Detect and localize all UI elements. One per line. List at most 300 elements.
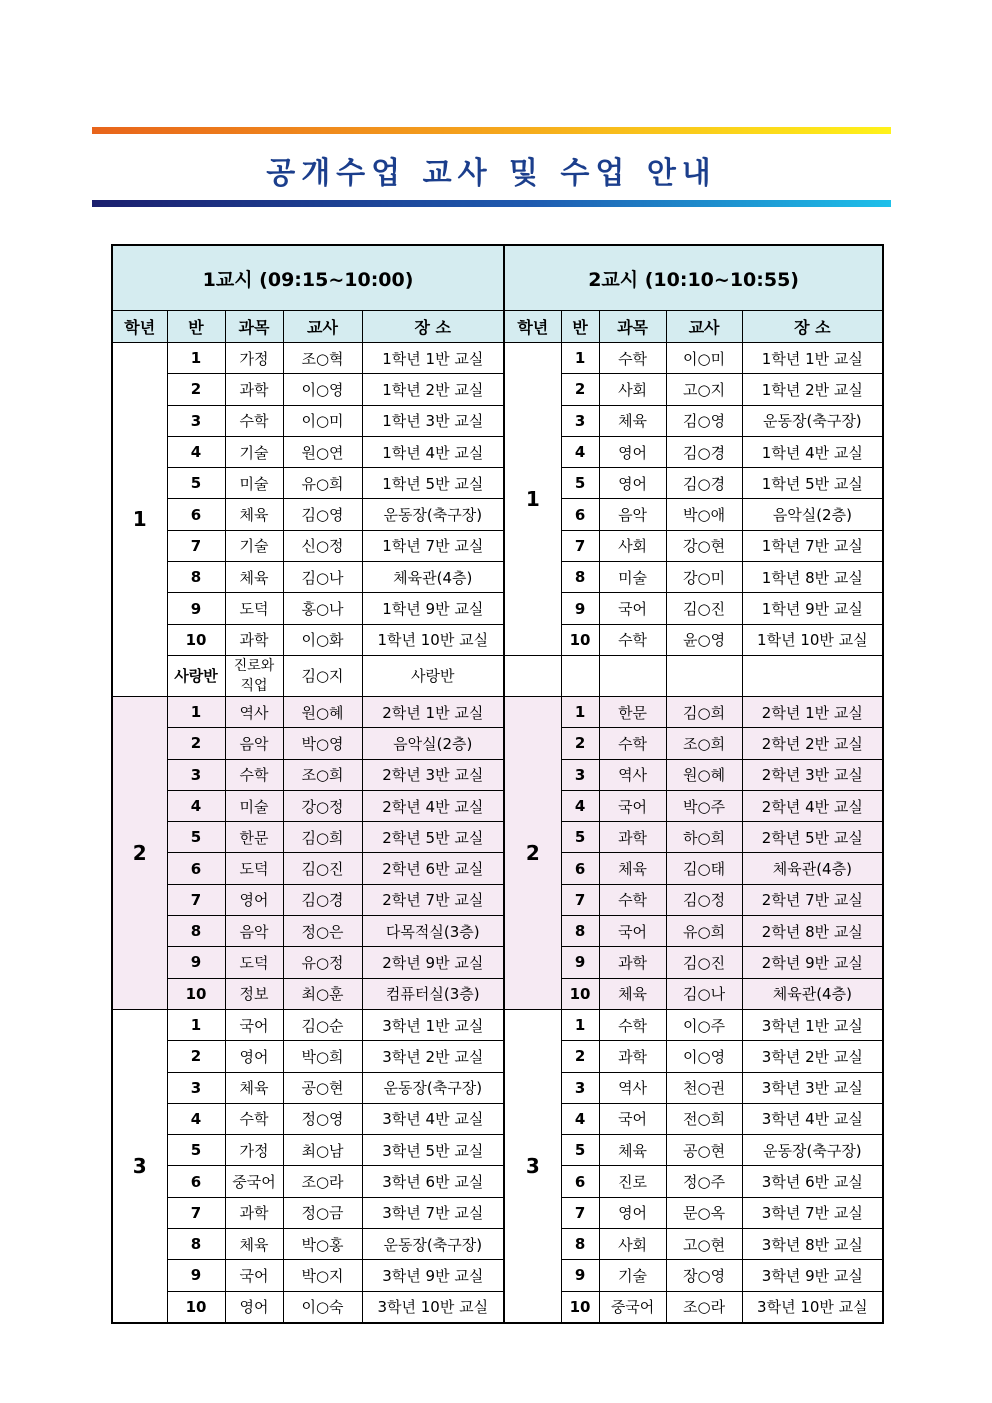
place-cell: 3학년 4반 교실 — [362, 1103, 504, 1134]
subject-cell: 사회 — [599, 374, 666, 405]
subject-cell: 영어 — [225, 884, 283, 915]
class-cell: 1 — [561, 696, 599, 727]
place-cell: 컴퓨터실(3층) — [362, 978, 504, 1009]
teacher-cell: 천○권 — [666, 1072, 742, 1103]
table-row — [112, 1009, 883, 1040]
subject-cell: 영어 — [225, 1291, 283, 1323]
subject-cell: 국어 — [599, 916, 666, 947]
empty-cell — [666, 655, 742, 696]
place-cell: 2학년 8반 교실 — [742, 916, 883, 947]
subject-cell: 수학 — [599, 728, 666, 759]
place-cell: 2학년 6반 교실 — [362, 853, 504, 884]
teacher-cell: 원○혜 — [666, 759, 742, 790]
place-cell: 운동장(축구장) — [362, 499, 504, 530]
place-cell: 1학년 3반 교실 — [362, 405, 504, 436]
teacher-cell: 최○훈 — [283, 978, 362, 1009]
class-cell: 3 — [167, 1072, 225, 1103]
teacher-cell: 조○라 — [283, 1166, 362, 1197]
class-cell: 1 — [561, 343, 599, 374]
place-cell: 3학년 7반 교실 — [362, 1197, 504, 1228]
table-row — [112, 343, 883, 374]
col-header-class: 반 — [561, 311, 599, 343]
teacher-cell: 김○경 — [666, 468, 742, 499]
class-cell: 6 — [561, 1166, 599, 1197]
col-header-place: 장 소 — [362, 311, 504, 343]
subject-cell: 역사 — [599, 759, 666, 790]
place-cell: 2학년 4반 교실 — [362, 790, 504, 821]
subject-cell: 수학 — [225, 1103, 283, 1134]
subject-cell: 체육 — [599, 405, 666, 436]
table-row — [112, 1260, 883, 1291]
subject-cell: 과학 — [599, 822, 666, 853]
class-cell: 4 — [561, 436, 599, 467]
teacher-cell: 이○숙 — [283, 1291, 362, 1323]
place-cell: 음악실(2층) — [742, 499, 883, 530]
class-cell: 5 — [561, 468, 599, 499]
place-cell: 1학년 7반 교실 — [742, 530, 883, 561]
teacher-cell: 고○지 — [666, 374, 742, 405]
table-row — [112, 790, 883, 821]
teacher-cell: 정○영 — [283, 1103, 362, 1134]
place-cell: 1학년 4반 교실 — [362, 436, 504, 467]
teacher-cell: 김○나 — [283, 562, 362, 593]
class-cell: 3 — [561, 1072, 599, 1103]
place-cell: 2학년 1반 교실 — [362, 696, 504, 727]
table-row — [112, 1229, 883, 1260]
class-cell: 5 — [167, 822, 225, 853]
class-cell: 6 — [167, 1166, 225, 1197]
class-cell: 7 — [561, 530, 599, 561]
class-cell: 2 — [561, 1041, 599, 1072]
teacher-cell: 정○주 — [666, 1166, 742, 1197]
place-cell: 2학년 4반 교실 — [742, 790, 883, 821]
subject-cell: 영어 — [599, 468, 666, 499]
table-row — [112, 1135, 883, 1166]
place-cell: 1학년 8반 교실 — [742, 562, 883, 593]
table-row — [112, 1072, 883, 1103]
teacher-cell: 고○현 — [666, 1229, 742, 1260]
place-cell: 1학년 1반 교실 — [742, 343, 883, 374]
table-row — [112, 405, 883, 436]
class-cell: 8 — [561, 916, 599, 947]
teacher-cell: 신○정 — [283, 530, 362, 561]
subject-cell: 역사 — [225, 696, 283, 727]
teacher-cell: 전○희 — [666, 1103, 742, 1134]
subject-cell: 체육 — [225, 499, 283, 530]
col-header-subject: 과목 — [599, 311, 666, 343]
empty-cell — [504, 655, 561, 696]
place-cell: 3학년 7반 교실 — [742, 1197, 883, 1228]
place-cell: 3학년 2반 교실 — [362, 1041, 504, 1072]
col-header-grade: 학년 — [504, 311, 561, 343]
place-cell: 3학년 9반 교실 — [362, 1260, 504, 1291]
teacher-cell: 김○지 — [283, 655, 362, 696]
class-cell: 8 — [561, 1229, 599, 1260]
table-row — [112, 728, 883, 759]
subject-cell: 음악 — [225, 728, 283, 759]
class-cell: 2 — [561, 374, 599, 405]
table-row — [112, 1166, 883, 1197]
teacher-cell: 유○희 — [283, 468, 362, 499]
empty-cell — [599, 655, 666, 696]
teacher-cell: 이○미 — [666, 343, 742, 374]
subject-cell: 가정 — [225, 343, 283, 374]
class-cell: 4 — [561, 790, 599, 821]
table-row — [112, 916, 883, 947]
period-1-header: 1교시 (09:15~10:00) — [112, 245, 504, 311]
teacher-cell: 박○주 — [666, 790, 742, 821]
place-cell: 3학년 10반 교실 — [742, 1291, 883, 1323]
table-row — [112, 1041, 883, 1072]
place-cell: 음악실(2층) — [362, 728, 504, 759]
class-cell: 10 — [167, 1291, 225, 1323]
subject-cell: 도덕 — [225, 593, 283, 624]
table-row — [112, 759, 883, 790]
class-cell: 4 — [167, 436, 225, 467]
subject-cell: 수학 — [599, 624, 666, 655]
class-cell: 2 — [167, 374, 225, 405]
teacher-cell: 조○희 — [283, 759, 362, 790]
place-cell: 사랑반 — [362, 655, 504, 696]
place-cell: 2학년 7반 교실 — [362, 884, 504, 915]
place-cell: 2학년 2반 교실 — [742, 728, 883, 759]
table-row — [112, 947, 883, 978]
class-cell: 9 — [561, 947, 599, 978]
teacher-cell: 김○진 — [666, 947, 742, 978]
place-cell: 1학년 9반 교실 — [362, 593, 504, 624]
teacher-cell: 장○영 — [666, 1260, 742, 1291]
subject-cell: 수학 — [599, 1009, 666, 1040]
grade-cell: 2 — [112, 696, 167, 1009]
place-cell: 3학년 1반 교실 — [742, 1009, 883, 1040]
teacher-cell: 김○태 — [666, 853, 742, 884]
teacher-cell: 이○주 — [666, 1009, 742, 1040]
grade-cell: 3 — [112, 1009, 167, 1322]
subject-cell: 음악 — [225, 916, 283, 947]
subject-cell: 수학 — [225, 759, 283, 790]
teacher-cell: 이○영 — [283, 374, 362, 405]
class-cell: 1 — [561, 1009, 599, 1040]
place-cell: 2학년 9반 교실 — [362, 947, 504, 978]
teacher-cell: 원○혜 — [283, 696, 362, 727]
class-cell: 4 — [561, 1103, 599, 1134]
subject-cell: 음악 — [599, 499, 666, 530]
class-cell: 4 — [167, 1103, 225, 1134]
class-cell: 8 — [167, 916, 225, 947]
subject-cell: 체육 — [225, 1072, 283, 1103]
page-title: 공개수업 교사 및 수업 안내 — [266, 156, 717, 191]
place-cell: 3학년 2반 교실 — [742, 1041, 883, 1072]
teacher-cell: 김○순 — [283, 1009, 362, 1040]
table-row — [112, 530, 883, 561]
subject-cell: 국어 — [599, 593, 666, 624]
subject-cell: 체육 — [599, 853, 666, 884]
table-row — [112, 1197, 883, 1228]
place-cell: 3학년 6반 교실 — [742, 1166, 883, 1197]
class-cell: 5 — [561, 822, 599, 853]
class-cell: 10 — [561, 978, 599, 1009]
teacher-cell: 윤○영 — [666, 624, 742, 655]
class-cell: 3 — [167, 759, 225, 790]
table-row — [112, 978, 883, 1009]
table-row — [112, 884, 883, 915]
table-row-extra — [112, 655, 883, 696]
place-cell: 1학년 1반 교실 — [362, 343, 504, 374]
subject-cell: 영어 — [599, 1197, 666, 1228]
place-cell: 3학년 10반 교실 — [362, 1291, 504, 1323]
table-row — [112, 499, 883, 530]
teacher-cell: 박○희 — [283, 1041, 362, 1072]
place-cell: 3학년 4반 교실 — [742, 1103, 883, 1134]
subject-cell: 체육 — [225, 562, 283, 593]
subject-cell: 기술 — [225, 530, 283, 561]
subject-cell: 기술 — [599, 1260, 666, 1291]
place-cell: 3학년 5반 교실 — [362, 1135, 504, 1166]
col-header-subject: 과목 — [225, 311, 283, 343]
place-cell: 3학년 6반 교실 — [362, 1166, 504, 1197]
subject-cell: 과학 — [599, 1041, 666, 1072]
place-cell: 2학년 5반 교실 — [362, 822, 504, 853]
teacher-cell: 조○혁 — [283, 343, 362, 374]
teacher-cell: 김○진 — [283, 853, 362, 884]
class-cell: 9 — [167, 1260, 225, 1291]
class-cell: 9 — [561, 1260, 599, 1291]
subject-cell: 중국어 — [225, 1166, 283, 1197]
class-cell: 1 — [167, 1009, 225, 1040]
teacher-cell: 김○진 — [666, 593, 742, 624]
class-cell: 6 — [561, 499, 599, 530]
place-cell: 1학년 4반 교실 — [742, 436, 883, 467]
subject-cell: 과학 — [225, 374, 283, 405]
subject-cell: 도덕 — [225, 853, 283, 884]
class-cell: 1 — [167, 343, 225, 374]
teacher-cell: 정○은 — [283, 916, 362, 947]
teacher-cell: 박○홍 — [283, 1229, 362, 1260]
title-bottom-bar — [92, 200, 891, 207]
class-cell: 3 — [167, 405, 225, 436]
teacher-cell: 이○영 — [666, 1041, 742, 1072]
place-cell: 운동장(축구장) — [742, 405, 883, 436]
class-cell: 7 — [167, 530, 225, 561]
grade-cell: 1 — [112, 343, 167, 697]
subject-cell: 사회 — [599, 1229, 666, 1260]
subject-cell: 영어 — [225, 1041, 283, 1072]
col-header-class: 반 — [167, 311, 225, 343]
teacher-cell: 문○옥 — [666, 1197, 742, 1228]
grade-cell: 1 — [504, 343, 561, 656]
class-cell: 8 — [167, 1229, 225, 1260]
place-cell: 2학년 3반 교실 — [742, 759, 883, 790]
teacher-cell: 조○희 — [666, 728, 742, 759]
subject-cell: 수학 — [599, 884, 666, 915]
teacher-cell: 박○애 — [666, 499, 742, 530]
table-row — [112, 374, 883, 405]
place-cell: 체육관(4층) — [362, 562, 504, 593]
col-header-grade: 학년 — [112, 311, 167, 343]
teacher-cell: 유○정 — [283, 947, 362, 978]
place-cell: 1학년 10반 교실 — [742, 624, 883, 655]
teacher-cell: 유○희 — [666, 916, 742, 947]
teacher-cell: 최○남 — [283, 1135, 362, 1166]
class-cell: 6 — [167, 853, 225, 884]
place-cell: 체육관(4층) — [742, 978, 883, 1009]
place-cell: 체육관(4층) — [742, 853, 883, 884]
table-row — [112, 853, 883, 884]
period-2-header: 2교시 (10:10~10:55) — [504, 245, 883, 311]
class-cell: 10 — [167, 978, 225, 1009]
column-header-row — [112, 311, 883, 343]
class-cell: 7 — [561, 884, 599, 915]
subject-cell: 국어 — [599, 1103, 666, 1134]
place-cell: 1학년 5반 교실 — [742, 468, 883, 499]
subject-cell: 미술 — [225, 468, 283, 499]
place-cell: 3학년 3반 교실 — [742, 1072, 883, 1103]
teacher-cell: 원○연 — [283, 436, 362, 467]
teacher-cell: 김○나 — [666, 978, 742, 1009]
teacher-cell: 홍○나 — [283, 593, 362, 624]
table-row — [112, 468, 883, 499]
teacher-cell: 공○현 — [283, 1072, 362, 1103]
col-header-teacher: 교사 — [283, 311, 362, 343]
teacher-cell: 김○희 — [283, 822, 362, 853]
class-cell: 10 — [167, 624, 225, 655]
class-cell: 1 — [167, 696, 225, 727]
class-cell: 7 — [167, 1197, 225, 1228]
schedule-table — [111, 244, 884, 1324]
class-cell: 9 — [561, 593, 599, 624]
grade-cell: 2 — [504, 696, 561, 1009]
subject-cell: 사회 — [599, 530, 666, 561]
teacher-cell: 김○정 — [666, 884, 742, 915]
place-cell: 다목적실(3층) — [362, 916, 504, 947]
class-cell: 9 — [167, 947, 225, 978]
table-row — [112, 436, 883, 467]
subject-cell: 수학 — [225, 405, 283, 436]
subject-cell: 정보 — [225, 978, 283, 1009]
teacher-cell: 김○경 — [283, 884, 362, 915]
class-cell: 사랑반 — [167, 655, 225, 696]
place-cell: 1학년 2반 교실 — [362, 374, 504, 405]
title-top-bar — [92, 127, 891, 134]
class-cell: 6 — [561, 853, 599, 884]
subject-cell: 중국어 — [599, 1291, 666, 1323]
subject-cell: 국어 — [225, 1260, 283, 1291]
place-cell: 운동장(축구장) — [362, 1229, 504, 1260]
class-cell: 6 — [167, 499, 225, 530]
subject-cell: 미술 — [225, 790, 283, 821]
teacher-cell: 강○미 — [666, 562, 742, 593]
class-cell: 3 — [561, 759, 599, 790]
class-cell: 3 — [561, 405, 599, 436]
teacher-cell: 강○정 — [283, 790, 362, 821]
subject-cell: 체육 — [599, 978, 666, 1009]
place-cell: 운동장(축구장) — [362, 1072, 504, 1103]
place-cell: 1학년 7반 교실 — [362, 530, 504, 561]
place-cell: 1학년 10반 교실 — [362, 624, 504, 655]
place-cell: 3학년 9반 교실 — [742, 1260, 883, 1291]
teacher-cell: 강○현 — [666, 530, 742, 561]
place-cell: 1학년 9반 교실 — [742, 593, 883, 624]
class-cell: 5 — [167, 468, 225, 499]
subject-cell: 미술 — [599, 562, 666, 593]
teacher-cell: 하○희 — [666, 822, 742, 853]
teacher-cell: 이○화 — [283, 624, 362, 655]
empty-cell — [742, 655, 883, 696]
class-cell: 2 — [167, 728, 225, 759]
subject-cell: 체육 — [599, 1135, 666, 1166]
place-cell: 2학년 7반 교실 — [742, 884, 883, 915]
class-cell: 2 — [167, 1041, 225, 1072]
subject-cell: 영어 — [599, 436, 666, 467]
teacher-cell: 김○경 — [666, 436, 742, 467]
table-row — [112, 1103, 883, 1134]
class-cell: 5 — [167, 1135, 225, 1166]
grade-cell: 3 — [504, 1009, 561, 1322]
place-cell: 2학년 3반 교실 — [362, 759, 504, 790]
empty-cell — [561, 655, 599, 696]
teacher-cell: 조○라 — [666, 1291, 742, 1323]
subject-cell: 체육 — [225, 1229, 283, 1260]
subject-cell: 과학 — [225, 1197, 283, 1228]
class-cell: 10 — [561, 1291, 599, 1323]
place-cell: 1학년 2반 교실 — [742, 374, 883, 405]
teacher-cell: 정○금 — [283, 1197, 362, 1228]
class-cell: 8 — [561, 562, 599, 593]
teacher-cell: 이○미 — [283, 405, 362, 436]
place-cell: 2학년 1반 교실 — [742, 696, 883, 727]
subject-cell: 한문 — [599, 696, 666, 727]
table-row — [112, 822, 883, 853]
table-row — [112, 696, 883, 727]
teacher-cell: 박○지 — [283, 1260, 362, 1291]
subject-cell: 과학 — [599, 947, 666, 978]
teacher-cell: 김○영 — [283, 499, 362, 530]
class-cell: 9 — [167, 593, 225, 624]
class-cell: 7 — [167, 884, 225, 915]
subject-cell: 도덕 — [225, 947, 283, 978]
class-cell: 7 — [561, 1197, 599, 1228]
teacher-cell: 박○영 — [283, 728, 362, 759]
table-row — [112, 562, 883, 593]
teacher-cell: 김○영 — [666, 405, 742, 436]
table-row — [112, 624, 883, 655]
place-cell: 3학년 8반 교실 — [742, 1229, 883, 1260]
class-cell: 10 — [561, 624, 599, 655]
col-header-place: 장 소 — [742, 311, 883, 343]
subject-cell: 수학 — [599, 343, 666, 374]
table-row — [112, 1291, 883, 1323]
subject-cell: 진로 — [599, 1166, 666, 1197]
class-cell: 8 — [167, 562, 225, 593]
place-cell: 운동장(축구장) — [742, 1135, 883, 1166]
table-row — [112, 593, 883, 624]
place-cell: 2학년 9반 교실 — [742, 947, 883, 978]
subject-cell: 한문 — [225, 822, 283, 853]
subject-cell: 국어 — [225, 1009, 283, 1040]
subject-cell: 역사 — [599, 1072, 666, 1103]
col-header-teacher: 교사 — [666, 311, 742, 343]
subject-cell: 진로와 직업 — [225, 655, 283, 696]
place-cell: 3학년 1반 교실 — [362, 1009, 504, 1040]
subject-cell: 기술 — [225, 436, 283, 467]
class-cell: 2 — [561, 728, 599, 759]
subject-cell: 과학 — [225, 624, 283, 655]
place-cell: 2학년 5반 교실 — [742, 822, 883, 853]
teacher-cell: 공○현 — [666, 1135, 742, 1166]
teacher-cell: 김○희 — [666, 696, 742, 727]
subject-cell: 가정 — [225, 1135, 283, 1166]
class-cell: 4 — [167, 790, 225, 821]
